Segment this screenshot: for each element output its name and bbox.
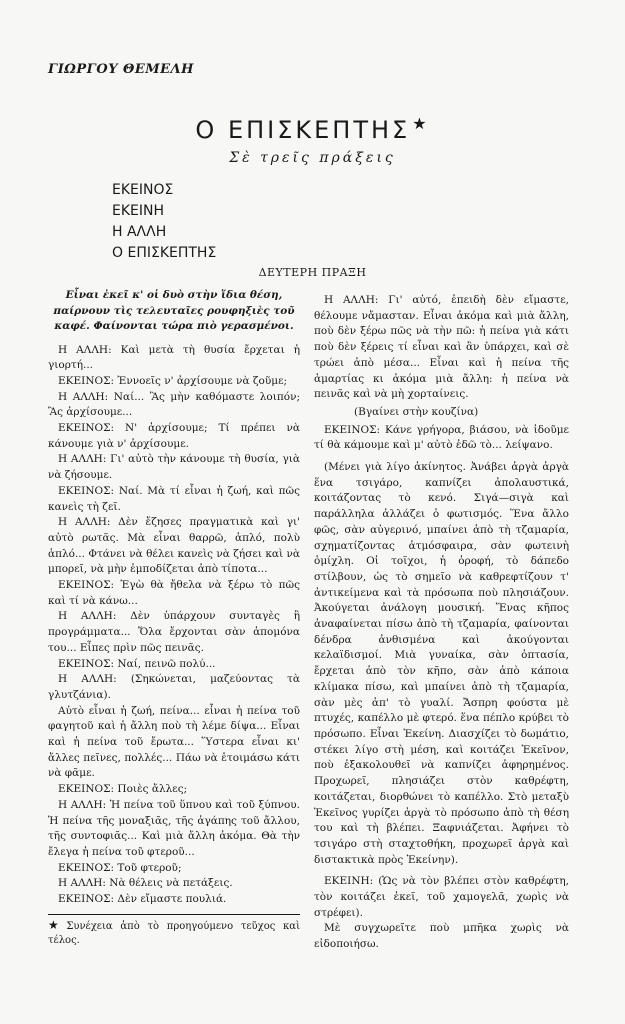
cast-list: [112, 180, 216, 264]
dialogue-line: Η ΑΛΛΗ: Ἡ πείνα τοῦ ὕπνου καὶ τοῦ ξύπνου. Ἡ πείνα τῆς μοναξιᾶς, τῆς ἀγάπης τοῦ ἄλλου, τῆς συντοφιᾶς... Καὶ μιὰ ἄλλη ἀκόμα. Θὰ τὴν ἔλεγα ἡ πείνα τοῦ φτεροῦ...: [48, 798, 300, 858]
dialogue-line: Η ΑΛΛΗ: Καὶ μετὰ τὴ θυσία ἔρχεται ἡ γιορτή...: [48, 343, 300, 372]
dialogue-line: ΕΚΕΙΝΟΣ: Τοῦ φτεροῦ;: [58, 861, 182, 874]
dialogue-line: Η ΑΛΛΗ: Δὲν ἔζησες πραγματικὰ καὶ γι' αὐτὸ ρωτᾶς. Μὰ εἶναι θαρρῶ, ἁπλό, πολὺ ἁπλό... Φτάνει νὰ θέλει κανεὶς νὰ ζήσει καὶ νὰ μπορεῖ, νὰ μὴν ἐμποδίζεται ἀπὸ τίποτα...: [48, 516, 300, 576]
left-column: [48, 288, 300, 948]
stage-direction: (Βγαίνει στὴν κουζίνα): [354, 405, 479, 418]
dialogue-line: Αὐτὸ εἶναι ἡ ζωή, πείνα... εἶναι ἡ πείνα τοῦ φαγητοῦ καὶ ἡ ἄλλη ποὺ τὴ λέμε δίψα... Εἶναι καὶ ἡ πείνα τοῦ ἔρωτα... Ὕστερα εἶναι κι' ἄλλες πεῖνες, πολλές... Πάω νὰ ἑτοιμάσω κάτι νὰ φᾶμε.: [48, 704, 300, 780]
dialogue-line: Η ΑΛΛΗ: Δὲν ὑπάρχουν συνταγὲς ἢ προγράμματα... Ὅλα ἔρχονται σὰν ἀπομόνα του... Εἶπες πρὶν πῶς πεινᾶς.: [48, 610, 300, 654]
dialogue-line: Η ΑΛΛΗ: Γι' αὐτό, ἐπειδὴ δὲν εἴμαστε, θέλουμε νἄμασταν. Εἶναι ἀκόμα καὶ μιὰ ἄλλη, ποὺ δὲν ξέρω πῶς νὰ τὴν πῶ: ἡ πείνα γιὰ κάτι ποὺ δὲν ξέρεις τί εἶναι καὶ ἂν ὑπάρχει, καὶ σὲ τρώει ἀπὸ μέσα... Εἶναι καὶ ἡ πείνα τῆς ἁμαρτίας κι ἀκόμα μιὰ ἄλλη: ἡ πείνα νὰ πεινᾶς καὶ νὰ μὴ χορταίνεις.: [314, 294, 569, 401]
stage-direction-long: (Μένει γιὰ λίγο ἀκίνητος. Ἀνάβει ἀργὰ ἀργὰ ἕνα τσιγάρο, καπνίζει ἀπολαυστικά, κοιτάζοντας τὸ κενό. Σιγά—σιγὰ καὶ παράλληλα ἀλλάζει ὁ φωτισμός. Ἕνα ἄλλο φῶς, σὰν αὐγερινό, μπαίνει ἀπὸ τὴ τζαμαρία, σχηματίζοντας ἀτμόσφαιρα, σὰν φωτεινὴ ὁμίχλη. Οἱ τοῖχοι, ἡ ὀροφή, τὸ δάπεδο στίλβουν, ὡς τὸ σημεῖο νὰ καθρεφτίζουν τ' ἀντικείμενα καὶ τὰ πρόσωπα ποὺ πλησιάζουν. Ἀκούγεται ἀνάλογη μουσική. Ἕνας κῆπος ἀναφαίνεται πίσω ἀπὸ τὴ τζαμαρία, φαίνονται δένδρα ἀνθισμένα καὶ ἀκούγονται κελαϊδισμοί. Μιὰ γυναίκα, σὰν ὀπτασία, ἔρχεται ἀπὸ τὸν κῆπο, σὰν ἀπὸ κάποια κλίμακα πίσω, καὶ μπαίνει ἀπὸ τὴ τζαμαρία, σὰν μὲς ἀπ' τὸ γυαλί. Ἄσπρη φούστα μὲ πτυχές, καπέλλο μὲ φτερό. ἕνα πέπλο κρύβει τὸ πρόσωπο. Εἶναι Ἐκείνη. Διασχίζει τὸ δωμάτιο, στέκει λίγο στὴ μέση, καὶ κοιτάζει Ἐκεῖνον, ποὺ ἐξακολουθεῖ νὰ καπνίζει ἀφηρημένος. Προχωρεῖ, πλησιάζει στὸν καθρέφτη, κοιτάζεται, διορθώνει τὸ καπέλλο. Στὸ μεταξὺ Ἐκεῖνος γυρίζει ἀργὰ τὸ πρόσωπο ἀπὸ τὴ θέση του καὶ τὴ βλέπει. Ξαφνιάζεται. Ἀφήνει τὸ τσιγάρο στὴ σταχτοθήκη, προχωρεῖ ἀργὰ καὶ διστακτικὰ πρὸς Ἐκείνην).: [314, 461, 569, 866]
footnote: [48, 914, 300, 948]
play-title: [0, 116, 625, 144]
right-column: [314, 293, 569, 953]
dialogue-line: Η ΑΛΛΗ: Νὰ θέλεις νὰ πετάξεις.: [58, 877, 233, 890]
dialogue-line: ΕΚΕΙΝΟΣ: Ν' ἀρχίσουμε; Τί πρέπει νὰ κάνουμε γιὰ ν' ἀρχίσουμε.: [48, 422, 300, 450]
footnote-star-icon: ★: [48, 917, 64, 932]
play-subtitle: Σὲ τρεῖς πράξεις: [229, 150, 396, 166]
dialogue-line: Η ΑΛΛΗ: Ναί... Ἂς μὴν καθόμαστε λοιπόν; Ἂς ἀρχίσουμε...: [48, 390, 300, 419]
stage-direction-intro: Εἶναι ἐκεῖ κ' οἱ δυὸ στὴν ἴδια θέση, παίρνουν τὶς τελευταῖες ρουφηξιὲς τοῦ καφέ. Φαίνονται τώρα πιὸ γερασμένοι.: [53, 289, 295, 332]
dialogue-line: ΕΚΕΙΝΟΣ: Κάνε γρήγορα, βιάσου, νὰ ἰδοῦμε τί θὰ κάμουμε καὶ μ' αὐτὸ ἐδῶ τὸ... λείψανο.: [314, 423, 569, 452]
play-title-text: Ο ΕΠΙΣΚΕΠΤΗΣ: [195, 116, 411, 144]
dialogue-line: ΕΚΕΙΝΟΣ: Ναί, πεινῶ πολύ...: [58, 657, 216, 670]
cast-member: Ο ΕΠΙΣΚΕΠΤΗΣ: [112, 245, 217, 261]
footnote-star-icon: ★: [412, 114, 430, 133]
cast-member: Η ΑΛΛΗ: [112, 224, 167, 240]
footnote-text: [48, 918, 300, 948]
dialogue-line: Η ΑΛΛΗ: Γι' αὐτὸ τὴν κάνουμε τὴ θυσία, γιὰ νὰ ζήσουμε.: [48, 453, 300, 482]
dialogue-line: ΕΚΕΙΝΟΣ: Δὲν εἴμαστε πουλιά.: [58, 893, 227, 906]
dialogue-line: Η ΑΛΛΗ: (Σηκώνεται, μαζεύοντας τὰ γλυτζάνια).: [48, 673, 300, 701]
act-heading: ΔΕΥΤΕΡΗ ΠΡΑΞΗ: [258, 266, 367, 279]
footnote-body: Συνέχεια ἀπὸ τὸ προηγούμενο τεῦχος καὶ τέλος.: [48, 920, 300, 946]
author-name: ΓΙΩΡΓΟΥ ΘΕΜΕΛΗ: [48, 62, 194, 77]
dialogue-line: ΕΚΕΙΝΟΣ: Ναί. Μὰ τί εἶναι ἡ ζωή, καὶ πῶς κανεὶς τὴ ζεῖ.: [48, 484, 300, 513]
dialogue-line: Μὲ συγχωρεῖτε ποὺ μπῆκα χωρὶς νὰ εἰδοποιήσω.: [314, 922, 569, 951]
cast-member: ΕΚΕΙΝΗ: [112, 203, 165, 219]
dialogue-line: ΕΚΕΙΝΟΣ: Ποιὲς ἄλλες;: [58, 783, 188, 796]
dialogue-line: ΕΚΕΙΝΗ: (Ὡς νὰ τὸν βλέπει στὸν καθρέφτη, τὸν κοιτάζει ἐκεῖ, τοῦ χαμογελᾶ, χωρὶς νὰ στρέφει).: [314, 875, 569, 919]
dialogue-line: ΕΚΕΙΝΟΣ: Ἐγὼ θὰ ἤθελα νὰ ξέρω τὸ πῶς καὶ τί νὰ κάνω...: [48, 579, 300, 607]
cast-member: ΕΚΕΙΝΟΣ: [112, 182, 174, 198]
dialogue-line: ΕΚΕΙΝΟΣ: Ἐννοεῖς ν' ἀρχίσουμε νὰ ζοῦμε;: [58, 374, 288, 387]
